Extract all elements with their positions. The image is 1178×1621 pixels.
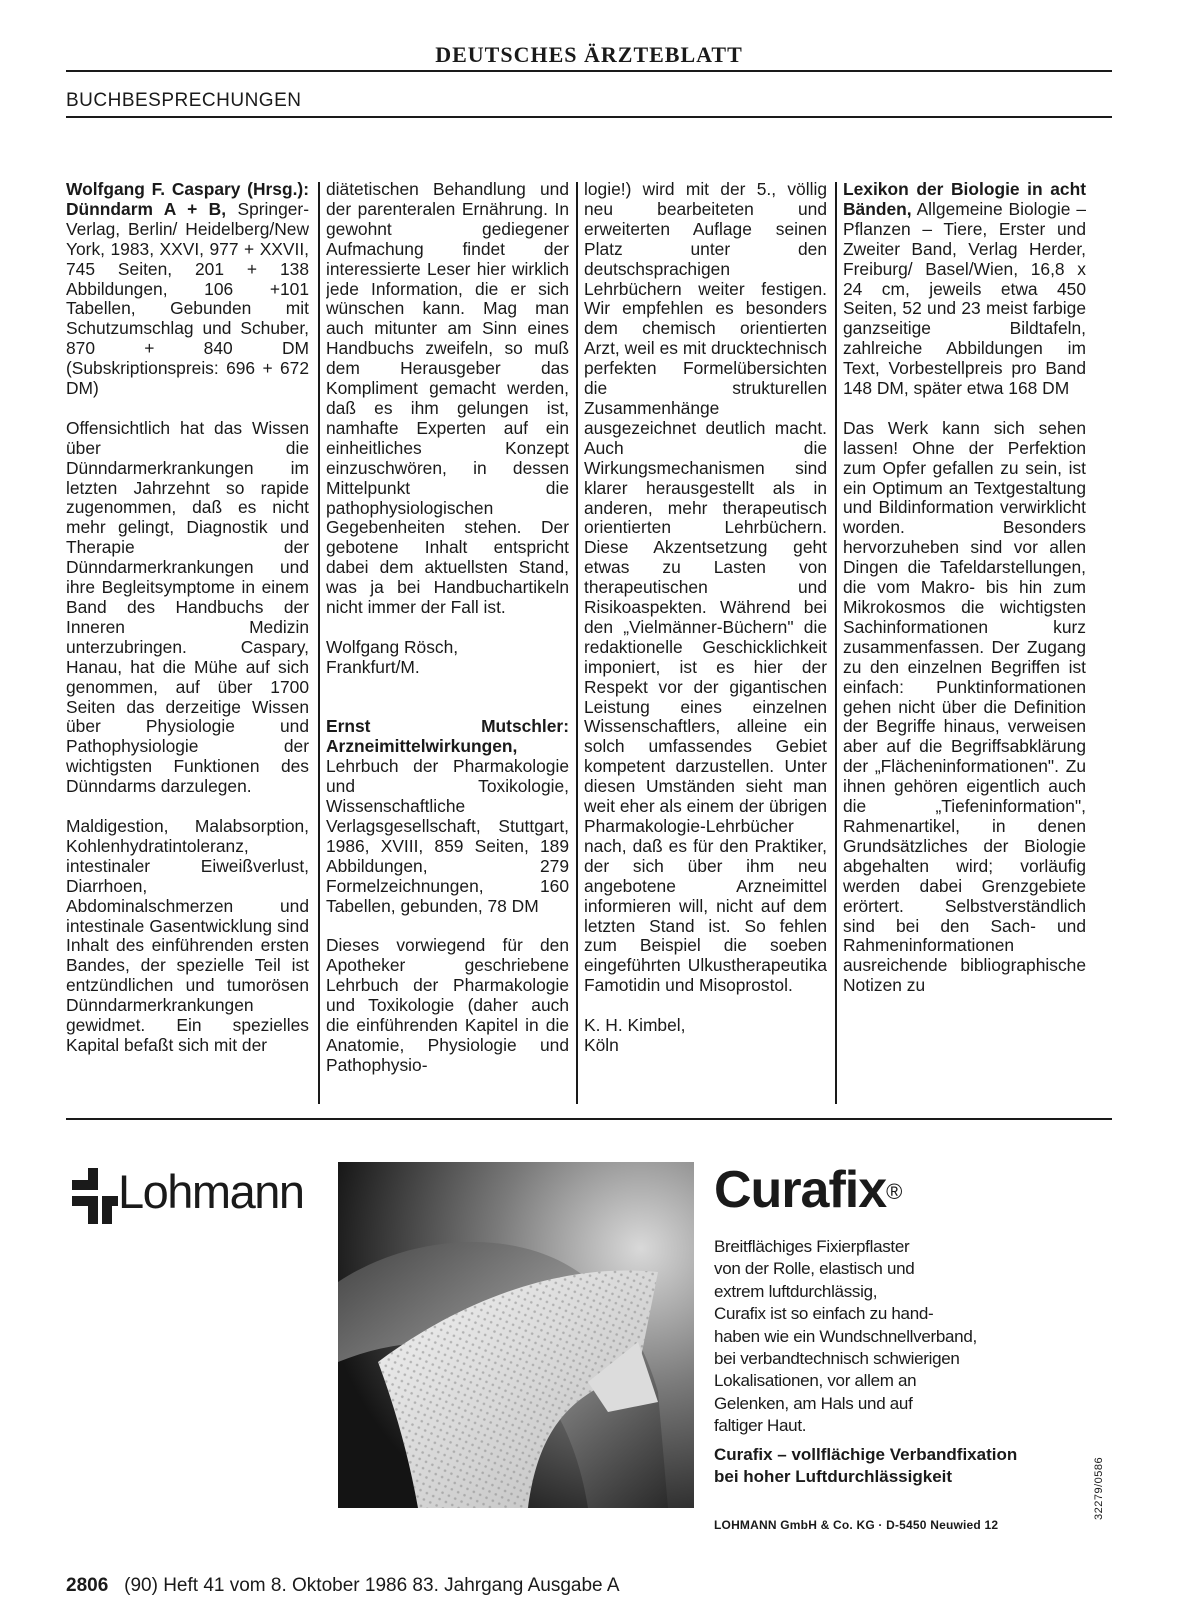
book-citation: Allgemeine Biologie – Pflanzen – Tiere, Erster und Zweiter Band, Verlag Herder, Freiburg/ Basel/Wien, 16,8 x 24 cm, jeweils etwa 450 Seiten, 52 und 23 meist farbige ganzseitige Bildtafeln, zahlreiche Abbildungen im Text, Vorbestellpreis pro Band 148 DM, später etwa 168 DM: [843, 198, 1086, 399]
book-title: Lexikon der Biologie in acht Bänden,: [843, 180, 1086, 219]
section-rule: [66, 116, 1112, 118]
page-number: 2806: [66, 1575, 109, 1596]
issue-info: (90) Heft 41 vom 8. Oktober 1986 83. Jahrgang Ausgabe A: [124, 1575, 620, 1596]
review-paragraph: logie!) wird mit der 5., völlig neu bearbeiteten und erweiterten Auflage seinen Platz unter den deutschsprachigen Lehrbüchern weiter festigen. Wir empfehlen es besonders dem chemisch orientierten Arzt, weil es mit drucktechnisch perfekten Formelübersichten die strukturellen Zusammenhänge ausgezeichnet deutlich macht. Auch die Wirkungsmechanismen sind klarer herausgestellt als in anderen, mehr therapeutisch orientierten Lehrbüchern. Diese Akzentsetzung geht etwas zu Lasten von therapeutischen und Risikoaspekten. Während bei den „Vielmänner-Büchern" die redaktionelle Geschicklichkeit imponiert, ist es hier der Respekt vor der gigantischen Leistung eines einzelnen Wissenschaftlers, alleine ein solch umfassendes Gebiet kompetent darzustellen. Unter diesen Umständen sieht man weit eher als einem der übrigen Pharmakologie-Lehrbücher nach, daß es für den Praktiker, der sich über ihm neu angebotene Arzneimittel informieren will, nicht auf dem letzten Stand ist. So fehlen zum Beispiel die soeben eingeführten Ulkustherapeutika Famotidin und Misoprostol.: [584, 180, 827, 996]
book-citation: Springer-Verlag, Berlin/ Heidelberg/New York, 1983, XXVI, 977 + XXVII, 745 Seiten, 201 + 138 Abbildungen, 106 +101 Tabellen, Gebunden mit Schutzumschlag und Schuber, 870 + 840 DM (Subskriptionspreis: 696 + 672 DM): [66, 198, 309, 399]
reviewer-city: Köln: [584, 1034, 619, 1055]
section-label: BUCHBESPRECHUNGEN: [66, 90, 302, 111]
column-divider: [576, 182, 578, 1104]
article-column-4: [843, 180, 1086, 1100]
article-column-3: [584, 180, 827, 1100]
article-column-1: [66, 180, 309, 1100]
lohmann-cross-icon: [72, 1168, 118, 1226]
page-footer: [66, 1575, 620, 1597]
book-title: (Hrsg.): Dünndarm A + B,: [66, 180, 309, 219]
reviewer-name: Wolfgang Rösch,: [326, 636, 459, 657]
advert-code: 32279/0586: [1093, 1456, 1105, 1520]
product-slogan: Curafix – vollflächige Verbandfixation bei hoher Luftdurchlässigkeit: [714, 1444, 1018, 1486]
review-paragraph: Das Werk kann sich sehen lassen! Ohne der Perfektion zum Opfer gefallen zu sein, ist ein Optimum an Textgestaltung und Bildinformation verwirklicht worden. Besonders hervorzuheben sind vor allen Dingen die Tafeldarstellungen, die vom Makro- bis hin zum Mikrokosmos die wichtigsten Sachinformationen kurz zusammenfassen. Der Zugang zu den einzelnen Begriffen ist einfach: Punktinformationen gehen nicht über die Definition der Begriffe hinaus, verweisen aber auf die Begriffsabklärung der „Flächeninformationen". Zu ihnen gehören eigentlich auch die „Tiefeninformation", Rahmenartikel, in denen Grundsätzliches der Biologie abgehalten wird; vorläufig werden dabei Grenzgebiete erörtert. Selbstverständlich sind bei den Sach- und Rahmeninformationen ausreichende bibliographische Notizen zu: [843, 417, 1086, 996]
company-address: LOHMANN GmbH & Co. KG · D-5450 Neuwied 12: [714, 1517, 999, 1532]
brand-name: Curafix®: [714, 1161, 902, 1219]
lohmann-logo: [72, 1165, 312, 1228]
book-citation: Lehrbuch der Pharmakologie und Toxikologie, Wissenschaftliche Verlagsgesellschaft, Stuttgart, 1986, XVIII, 859 Seiten, 189 Abbildungen, 279 Formelzeichnungen, 160 Tabellen, gebunden, 78 DM: [326, 756, 569, 916]
header-rule: [66, 70, 1112, 72]
masthead: DEUTSCHES ÄRZTEBLATT: [435, 42, 743, 67]
product-photo: [338, 1162, 694, 1508]
reviewer-name: K. H. Kimbel,: [584, 1015, 686, 1036]
book-title: Ernst Mutschler: Arzneimittelwirkungen,: [326, 716, 569, 757]
advert-rule: [66, 1118, 1112, 1120]
logo-wordmark: Lohmann: [118, 1165, 304, 1218]
reviewer-city: Frankfurt/M.: [326, 656, 420, 677]
column-divider: [835, 182, 837, 1104]
book-author: Wolfgang F. Caspary: [66, 180, 241, 199]
review-paragraph: Maldigestion, Malabsorption, Kohlenhydratintoleranz, intestinaler Eiweißverlust, Diarrhoen, Abdominalschmerzen und intestinale Gasentwicklung sind Inhalt des einführenden ersten Bandes, der spezielle Teil ist entzündlichen und tumorösen Dünndarmerkrankungen gewidmet. Ein spezielles Kapital befaßt sich mit der: [66, 815, 309, 1055]
product-description: Breitflächiges Fixierpflaster von der Rolle, elastisch und extrem luftdurchlässig, Curafix ist so einfach zu hand- haben wie ein Wundschnellverband, bei verbandtechnisch schwierigen Lokalisationen, vor allem an Gelenken, am Hals und auf faltiger Haut.: [714, 1237, 977, 1436]
column-divider: [318, 182, 320, 1104]
article-column-2: [326, 180, 569, 1100]
review-paragraph: Dieses vorwiegend für den Apotheker geschriebene Lehrbuch der Pharmakologie und Toxikologie (daher auch die einführenden Kapitel in die Anatomie, Physiologie und Pathophysio-: [326, 935, 569, 1075]
review-paragraph: Offensichtlich hat das Wissen über die Dünndarmerkrankungen im letzten Jahrzehnt so rapide zugenommen, daß es nicht mehr gelingt, Diagnostik und Therapie der Dünndarmerkrankungen und ihre Begleitsymptome in einem Band des Handbuchs der Inneren Medizin unterzubringen. Caspary, Hanau, hat die Mühe auf sich genommen, auf über 1700 Seiten das derzeitige Wissen über Physiologie und Pathophysiologie der wichtigsten Funktionen des Dünndarms darzulegen.: [66, 417, 309, 797]
advert-copy: [714, 1160, 1074, 1532]
review-paragraph: diätetischen Behandlung und der parenteralen Ernährung. In gewohnt gediegener Aufmachung findet der interessierte Leser hier wirklich jede Information, die er sich wünschen kann. Mag man auch mitunter am Sinn eines Handbuchs zweifeln, so muß dem Herausgeber das Kompliment gemacht werden, daß es ihm gelungen ist, namhafte Experten auf ein einheitliches Konzept einzuschwören, in dessen Mittelpunkt die pathophysiologischen Gegebenheiten stehen. Der gebotene Inhalt entspricht dabei dem aktuellsten Stand, was ja bei Handbuchartikeln nicht immer der Fall ist.: [326, 180, 569, 618]
